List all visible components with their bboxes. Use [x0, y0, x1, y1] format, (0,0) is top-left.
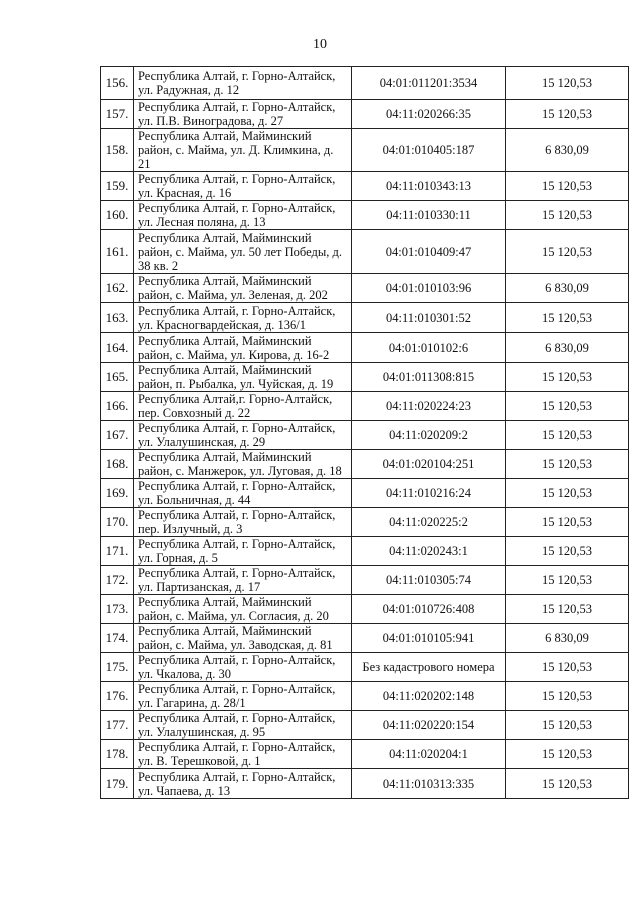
table-row [101, 537, 629, 566]
address-cell: Республика Алтай, г. Горно-Алтайск, ул. Чапаева, д. 13 [134, 769, 352, 799]
table-row [101, 172, 629, 201]
cadastral-number-cell: 04:11:010305:74 [352, 566, 506, 595]
cadastral-number-cell: 04:01:020104:251 [352, 450, 506, 479]
cadastral-number-cell: 04:11:010343:13 [352, 172, 506, 201]
address-cell: Республика Алтай, г. Горно-Алтайск, ул. Партизанская, д. 17 [134, 566, 352, 595]
table-row [101, 303, 629, 333]
row-number-cell: 157. [101, 100, 134, 129]
cadastral-number-cell: 04:01:011308:815 [352, 363, 506, 392]
amount-cell: 15 120,53 [506, 769, 629, 799]
amount-cell: 15 120,53 [506, 537, 629, 566]
table-row [101, 566, 629, 595]
table-row [101, 100, 629, 129]
cadastral-number-cell: Без кадастрового номера [352, 653, 506, 682]
address-cell: Республика Алтай, Майминский район, с. Манжерок, ул. Луговая, д. 18 [134, 450, 352, 479]
address-cell: Республика Алтай, Майминский район, п. Рыбалка, ул. Чуйская, д. 19 [134, 363, 352, 392]
address-cell: Республика Алтай, Майминский район, с. Майма, ул. Д. Климкина, д. 21 [134, 129, 352, 172]
table-row [101, 230, 629, 274]
table-row [101, 479, 629, 508]
cadastral-number-cell: 04:01:010409:47 [352, 230, 506, 274]
amount-cell: 15 120,53 [506, 508, 629, 537]
cadastral-number-cell: 04:11:020224:23 [352, 392, 506, 421]
address-cell: Республика Алтай, г. Горно-Алтайск, ул. Больничная, д. 44 [134, 479, 352, 508]
row-number-cell: 158. [101, 129, 134, 172]
row-number-cell: 160. [101, 201, 134, 230]
table-row [101, 129, 629, 172]
cadastral-number-cell: 04:11:020209:2 [352, 421, 506, 450]
row-number-cell: 177. [101, 711, 134, 740]
cadastral-number-cell: 04:01:010102:6 [352, 333, 506, 363]
table-row [101, 67, 629, 100]
row-number-cell: 156. [101, 67, 134, 100]
table-row [101, 711, 629, 740]
cadastral-number-cell: 04:01:010103:96 [352, 274, 506, 303]
row-number-cell: 174. [101, 624, 134, 653]
table-row [101, 624, 629, 653]
amount-cell: 6 830,09 [506, 624, 629, 653]
address-cell: Республика Алтай, Майминский район, с. Майма, ул. Согласия, д. 20 [134, 595, 352, 624]
amount-cell: 15 120,53 [506, 450, 629, 479]
cadastral-number-cell: 04:11:020243:1 [352, 537, 506, 566]
amount-cell: 15 120,53 [506, 201, 629, 230]
address-cell: Республика Алтай,г. Горно-Алтайск, пер. Совхозный д. 22 [134, 392, 352, 421]
row-number-cell: 172. [101, 566, 134, 595]
address-cell: Республика Алтай, г. Горно-Алтайск, ул. Чкалова, д. 30 [134, 653, 352, 682]
cadastral-number-cell: 04:11:010301:52 [352, 303, 506, 333]
amount-cell: 15 120,53 [506, 740, 629, 769]
table-row [101, 769, 629, 799]
amount-cell: 15 120,53 [506, 303, 629, 333]
table-row [101, 363, 629, 392]
cadastral-number-cell: 04:01:010726:408 [352, 595, 506, 624]
cadastral-number-cell: 04:01:010405:187 [352, 129, 506, 172]
row-number-cell: 179. [101, 769, 134, 799]
registry-table-body [101, 67, 629, 799]
address-cell: Республика Алтай, г. Горно-Алтайск, ул. Улалушинская, д. 95 [134, 711, 352, 740]
address-cell: Республика Алтай, Майминский район, с. Майма, ул. Заводская, д. 81 [134, 624, 352, 653]
amount-cell: 15 120,53 [506, 479, 629, 508]
row-number-cell: 167. [101, 421, 134, 450]
registry-table [100, 66, 629, 799]
address-cell: Республика Алтай, г. Горно-Алтайск, ул. Горная, д. 5 [134, 537, 352, 566]
row-number-cell: 165. [101, 363, 134, 392]
table-row [101, 333, 629, 363]
amount-cell: 15 120,53 [506, 392, 629, 421]
amount-cell: 15 120,53 [506, 595, 629, 624]
address-cell: Республика Алтай, г. Горно-Алтайск, ул. Радужная, д. 12 [134, 67, 352, 100]
cadastral-number-cell: 04:11:020225:2 [352, 508, 506, 537]
address-cell: Республика Алтай, г. Горно-Алтайск, ул. Улалушинская, д. 29 [134, 421, 352, 450]
cadastral-number-cell: 04:11:020266:35 [352, 100, 506, 129]
cadastral-number-cell: 04:01:010105:941 [352, 624, 506, 653]
row-number-cell: 163. [101, 303, 134, 333]
amount-cell: 6 830,09 [506, 274, 629, 303]
table-row [101, 740, 629, 769]
row-number-cell: 178. [101, 740, 134, 769]
table-row [101, 274, 629, 303]
amount-cell: 15 120,53 [506, 172, 629, 201]
amount-cell: 15 120,53 [506, 653, 629, 682]
address-cell: Республика Алтай, Майминский район, с. Майма, ул. Зеленая, д. 202 [134, 274, 352, 303]
row-number-cell: 166. [101, 392, 134, 421]
table-row [101, 201, 629, 230]
address-cell: Республика Алтай, Майминский район, с. Майма, ул. Кирова, д. 16-2 [134, 333, 352, 363]
row-number-cell: 168. [101, 450, 134, 479]
address-cell: Республика Алтай, г. Горно-Алтайск, ул. Красногвардейская, д. 136/1 [134, 303, 352, 333]
address-cell: Республика Алтай, г. Горно-Алтайск, пер. Излучный, д. 3 [134, 508, 352, 537]
table-row [101, 392, 629, 421]
row-number-cell: 173. [101, 595, 134, 624]
amount-cell: 15 120,53 [506, 421, 629, 450]
amount-cell: 6 830,09 [506, 333, 629, 363]
address-cell: Республика Алтай, Майминский район, с. Майма, ул. 50 лет Победы, д. 38 кв. 2 [134, 230, 352, 274]
amount-cell: 15 120,53 [506, 566, 629, 595]
address-cell: Республика Алтай, г. Горно-Алтайск, ул. Лесная поляна, д. 13 [134, 201, 352, 230]
address-cell: Республика Алтай, г. Горно-Алтайск, ул. Красная, д. 16 [134, 172, 352, 201]
row-number-cell: 159. [101, 172, 134, 201]
cadastral-number-cell: 04:01:011201:3534 [352, 67, 506, 100]
amount-cell: 15 120,53 [506, 682, 629, 711]
cadastral-number-cell: 04:11:020220:154 [352, 711, 506, 740]
cadastral-number-cell: 04:11:020202:148 [352, 682, 506, 711]
table-row [101, 450, 629, 479]
row-number-cell: 170. [101, 508, 134, 537]
amount-cell: 6 830,09 [506, 129, 629, 172]
amount-cell: 15 120,53 [506, 711, 629, 740]
address-cell: Республика Алтай, г. Горно-Алтайск, ул. Гагарина, д. 28/1 [134, 682, 352, 711]
table-row [101, 508, 629, 537]
row-number-cell: 161. [101, 230, 134, 274]
row-number-cell: 176. [101, 682, 134, 711]
row-number-cell: 169. [101, 479, 134, 508]
table-row [101, 653, 629, 682]
row-number-cell: 175. [101, 653, 134, 682]
table-row [101, 682, 629, 711]
page-number: 10 [313, 37, 327, 52]
amount-cell: 15 120,53 [506, 230, 629, 274]
amount-cell: 15 120,53 [506, 363, 629, 392]
cadastral-number-cell: 04:11:020204:1 [352, 740, 506, 769]
table-row [101, 421, 629, 450]
table-row [101, 595, 629, 624]
address-cell: Республика Алтай, г. Горно-Алтайск, ул. В. Терешковой, д. 1 [134, 740, 352, 769]
amount-cell: 15 120,53 [506, 67, 629, 100]
amount-cell: 15 120,53 [506, 100, 629, 129]
address-cell: Республика Алтай, г. Горно-Алтайск, ул. П.В. Виноградова, д. 27 [134, 100, 352, 129]
cadastral-number-cell: 04:11:010313:335 [352, 769, 506, 799]
cadastral-number-cell: 04:11:010330:11 [352, 201, 506, 230]
row-number-cell: 164. [101, 333, 134, 363]
cadastral-number-cell: 04:11:010216:24 [352, 479, 506, 508]
row-number-cell: 162. [101, 274, 134, 303]
row-number-cell: 171. [101, 537, 134, 566]
